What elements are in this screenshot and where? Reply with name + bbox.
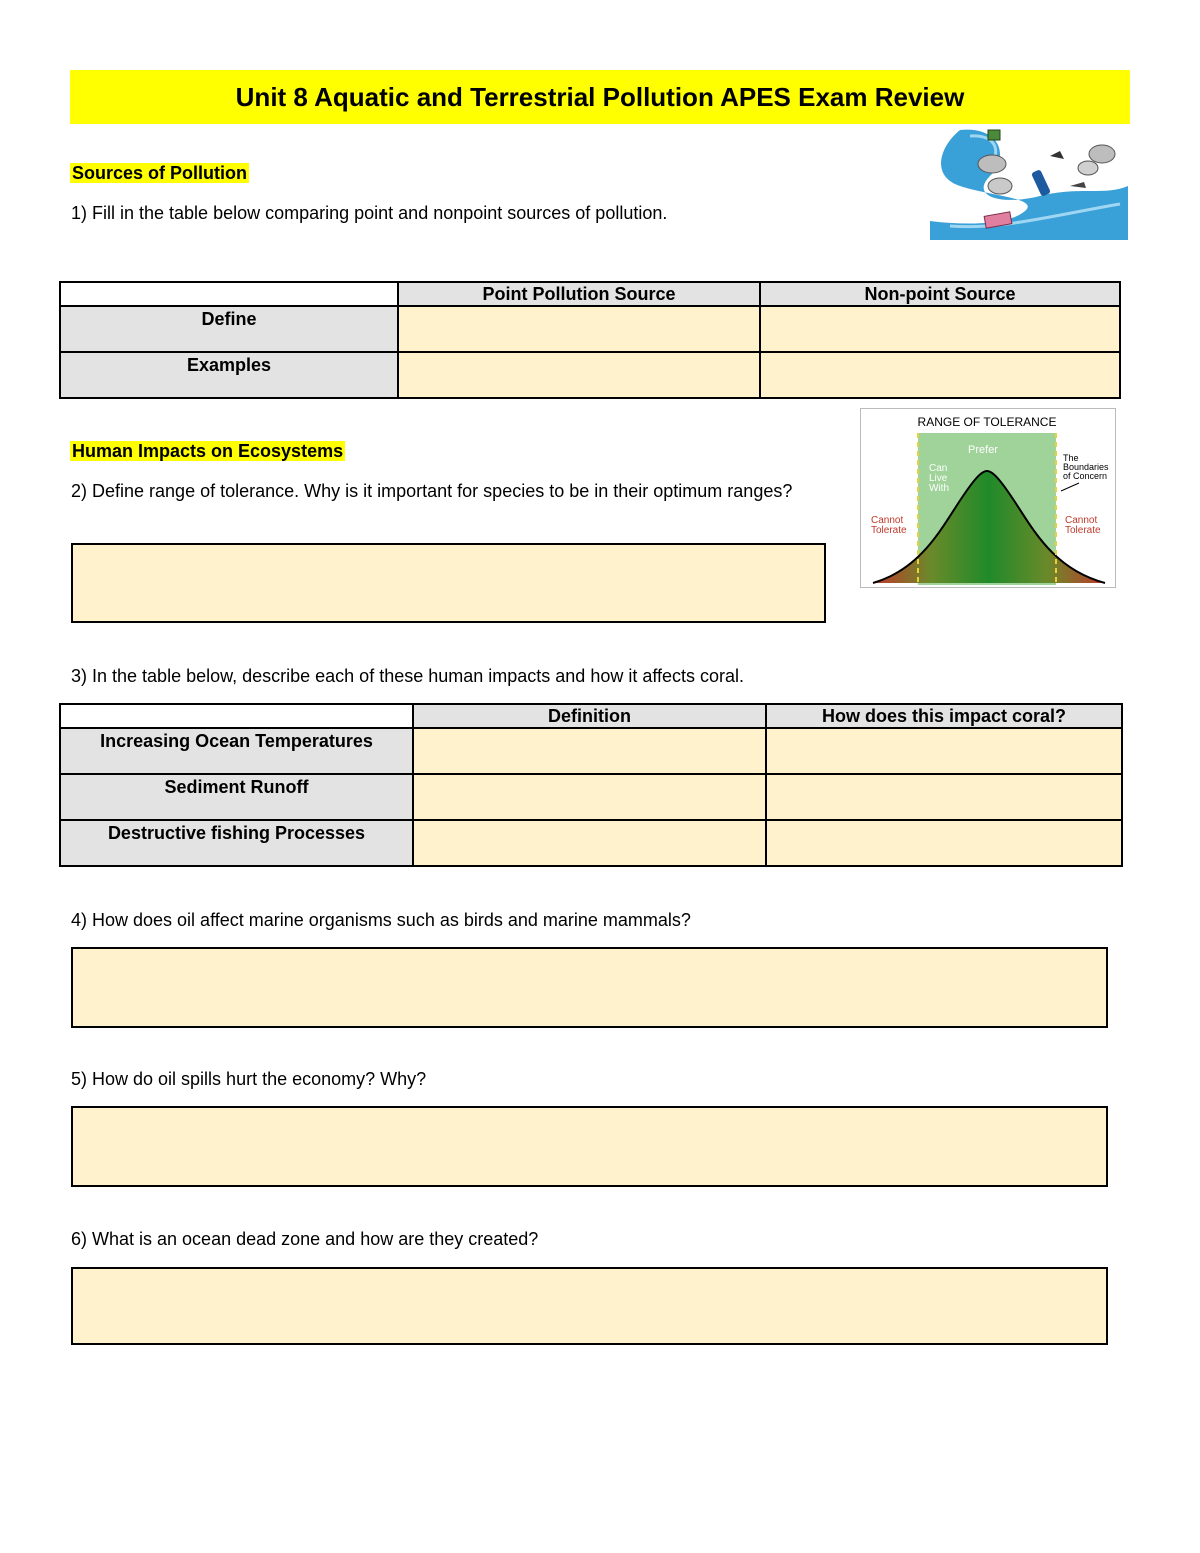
answer-box-5[interactable]	[71, 1106, 1108, 1187]
section-sources	[70, 162, 249, 184]
section-sources-label: Sources of Pollution	[72, 163, 248, 183]
examples-point-cell[interactable]	[398, 352, 760, 398]
tolerance-can: Can	[929, 463, 948, 474]
section-human-impacts	[70, 440, 345, 462]
examples-nonpoint-cell[interactable]	[760, 352, 1120, 398]
question-4: 4) How does oil affect marine organisms such as birds and marine mammals?	[71, 910, 691, 930]
table-row	[60, 774, 1122, 820]
table-row	[60, 728, 1122, 774]
answer-box-6[interactable]	[71, 1267, 1108, 1345]
fishing-impact-cell[interactable]	[766, 820, 1122, 866]
define-nonpoint-cell[interactable]	[760, 306, 1120, 352]
pollution-sources-table	[59, 281, 1121, 399]
table2-row-ocean-temp: Increasing Ocean Temperatures	[60, 728, 413, 774]
tolerance-boundaries-2: Boundaries	[1063, 462, 1109, 472]
tolerance-cannot-right-2: Tolerate	[1065, 525, 1101, 536]
range-of-tolerance-figure	[860, 408, 1116, 588]
tolerance-live: Live	[929, 473, 948, 484]
answer-box-2[interactable]	[71, 543, 826, 623]
table1-row-define: Define	[60, 306, 398, 352]
tolerance-boundaries-3: of Concern	[1063, 471, 1108, 481]
table1-row-examples: Examples	[60, 352, 398, 398]
tolerance-cannot-left-2: Tolerate	[871, 525, 907, 536]
question-2: 2) Define range of tolerance. Why is it important for species to be in their optimum ranges?	[71, 481, 793, 501]
table-row	[60, 306, 1120, 352]
table2-row-fishing: Destructive fishing Processes	[60, 820, 413, 866]
tolerance-title: RANGE OF TOLERANCE	[917, 415, 1057, 429]
table2-header-definition: Definition	[413, 704, 766, 728]
tolerance-prefer: Prefer	[968, 444, 998, 456]
tolerance-cannot-left-1: Cannot	[871, 515, 904, 526]
coral-impacts-table	[59, 703, 1123, 867]
ocean-temp-definition-cell[interactable]	[413, 728, 766, 774]
tolerance-boundaries-1: The	[1063, 453, 1079, 463]
table2-header-impact: How does this impact coral?	[766, 704, 1122, 728]
section-human-impacts-label: Human Impacts on Ecosystems	[72, 441, 344, 461]
river-icon	[930, 126, 1128, 240]
table2-row-sediment: Sediment Runoff	[60, 774, 413, 820]
table1-header-point: Point Pollution Source	[398, 282, 760, 306]
tolerance-with: With	[929, 483, 949, 494]
table1-header-blank	[60, 282, 398, 306]
polluted-river-illustration	[930, 126, 1128, 240]
page-title: Unit 8 Aquatic and Terrestrial Pollution APES Exam Review	[235, 81, 965, 112]
ocean-temp-impact-cell[interactable]	[766, 728, 1122, 774]
table2-header-blank	[60, 704, 413, 728]
tolerance-curve-icon	[861, 409, 1115, 587]
table-row	[60, 820, 1122, 866]
sediment-impact-cell[interactable]	[766, 774, 1122, 820]
question-1: 1) Fill in the table below comparing point and nonpoint sources of pollution.	[71, 203, 668, 223]
sediment-definition-cell[interactable]	[413, 774, 766, 820]
question-3: 3) In the table below, describe each of these human impacts and how it affects coral.	[71, 666, 745, 686]
question-5: 5) How do oil spills hurt the economy? Why?	[71, 1069, 427, 1089]
table1-header-nonpoint: Non-point Source	[760, 282, 1120, 306]
answer-box-4[interactable]	[71, 947, 1108, 1028]
title-bar	[70, 70, 1130, 124]
fishing-definition-cell[interactable]	[413, 820, 766, 866]
table-row	[60, 352, 1120, 398]
question-6: 6) What is an ocean dead zone and how are they created?	[71, 1229, 539, 1249]
define-point-cell[interactable]	[398, 306, 760, 352]
tolerance-cannot-right-1: Cannot	[1065, 515, 1098, 526]
